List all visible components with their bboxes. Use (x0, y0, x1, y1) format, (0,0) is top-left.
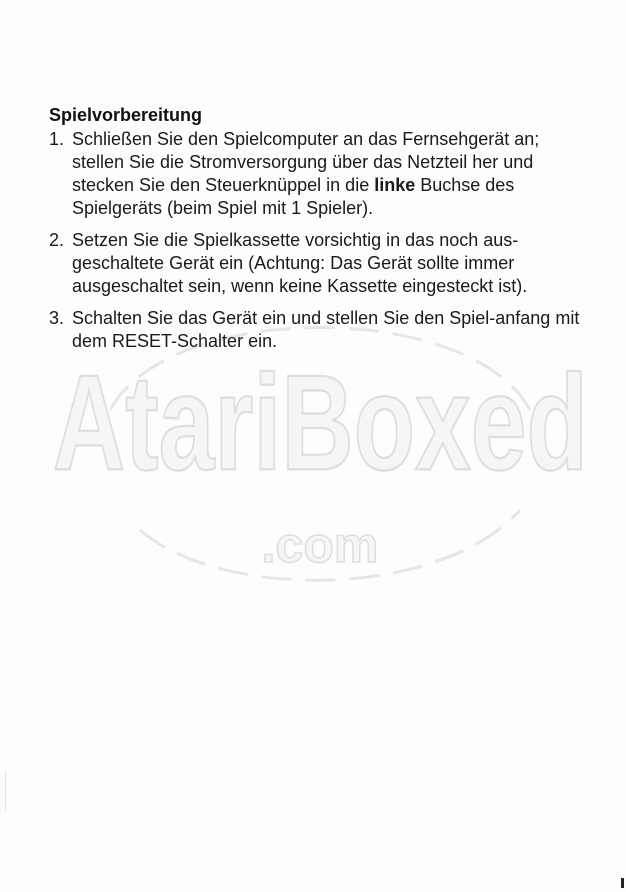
step-text: Schließen Sie den Spielcomputer an das Fernsehgerät an; stellen Sie die Stromversorgung über das Netzteil her und stecken Sie den Steuerknüppel in die (72, 129, 540, 195)
step-text: Buchse des Spielgeräts (beim Spiel mit 1 Spieler). (72, 175, 515, 218)
watermark-lower-swoosh (140, 510, 520, 580)
step-text-emphasis: linke (374, 175, 416, 195)
step-item-3 (49, 307, 594, 353)
step-number: 2. (49, 230, 65, 250)
step-text: Schalten Sie das Gerät ein und stellen Sie den Spiel-anfang mit dem RESET-Schalter ein. (72, 308, 580, 351)
step-number: 1. (49, 129, 65, 149)
watermark-sub-text: .com (261, 517, 379, 573)
watermark-main-text: AtariBoxed (52, 347, 588, 499)
step-number: 3. (49, 308, 65, 328)
section-heading: Spielvorbereitung (49, 105, 203, 125)
scan-edge-line (5, 770, 6, 810)
step-item-2 (49, 229, 594, 298)
step-item-1 (49, 128, 594, 220)
page-edge-mark (621, 878, 624, 888)
steps-list (49, 128, 594, 353)
instructions-section (49, 104, 594, 362)
step-text: Setzen Sie die Spielkassette vorsichtig in das noch aus-geschaltete Gerät ein (Achtung: Das Gerät sollte immer ausgeschaltet sein, wenn keine Kassette eingesteckt ist). (72, 230, 528, 296)
